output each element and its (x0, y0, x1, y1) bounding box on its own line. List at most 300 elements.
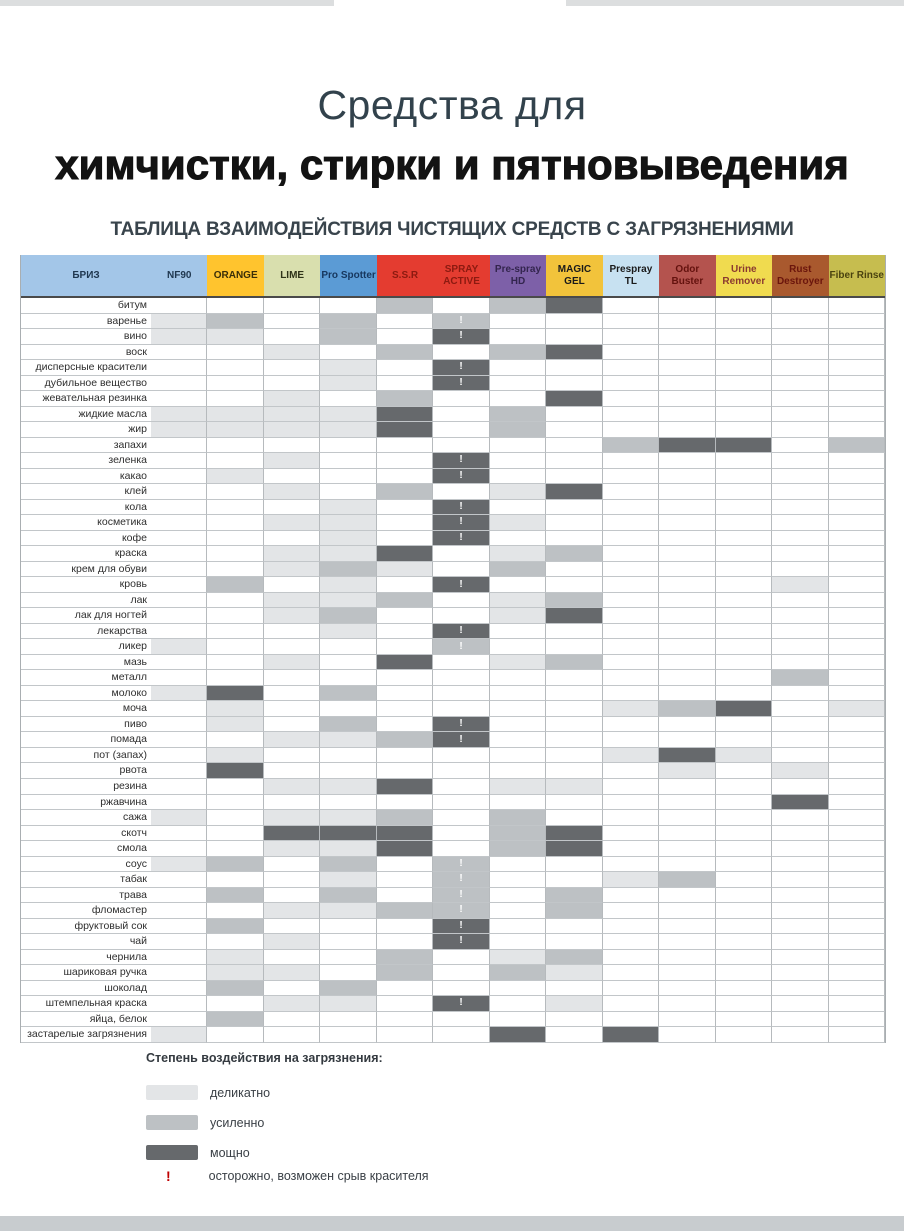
table-cell (716, 841, 772, 857)
table-cell (151, 857, 207, 873)
table-cell (320, 981, 376, 997)
table-cell (264, 345, 320, 361)
table-row (21, 500, 885, 516)
table-cell (377, 360, 433, 376)
table-cell (546, 577, 602, 593)
table-cell (377, 903, 433, 919)
table-cell (716, 810, 772, 826)
table-cell (433, 934, 489, 950)
table-cell (207, 748, 263, 764)
column-header-prespray-tl: Prespray TL (603, 255, 659, 296)
table-cell (490, 453, 546, 469)
table-cell (433, 717, 489, 733)
table-cell (603, 391, 659, 407)
table-row (21, 950, 885, 966)
table-cell (546, 996, 602, 1012)
warning-exclamation-icon: ! (166, 1168, 171, 1184)
table-cell (546, 515, 602, 531)
table-cell (772, 981, 828, 997)
table-cell (716, 577, 772, 593)
table-row (21, 1012, 885, 1028)
warning-mark: ! (459, 718, 463, 730)
table-cell (264, 686, 320, 702)
warning-mark: ! (459, 733, 463, 745)
table-cell (433, 996, 489, 1012)
row-label: битум (21, 298, 151, 314)
table-cell (603, 624, 659, 640)
table-cell (659, 407, 715, 423)
table-body (21, 298, 885, 1043)
row-label: фруктовый сок (21, 919, 151, 935)
table-cell (264, 453, 320, 469)
table-cell (716, 298, 772, 314)
table-cell (377, 686, 433, 702)
table-cell (151, 795, 207, 811)
table-cell (659, 919, 715, 935)
table-cell (207, 655, 263, 671)
table-cell (264, 577, 320, 593)
table-row (21, 484, 885, 500)
warning-mark: ! (459, 314, 463, 326)
table-cell (603, 795, 659, 811)
table-cell (377, 407, 433, 423)
table-cell (659, 826, 715, 842)
table-cell (546, 841, 602, 857)
table-cell (829, 639, 885, 655)
table-cell (490, 515, 546, 531)
table-cell (546, 1012, 602, 1028)
table-cell (772, 763, 828, 779)
table-cell (433, 391, 489, 407)
table-cell (546, 376, 602, 392)
table-cell (603, 779, 659, 795)
page-title-line1: Средства для (317, 82, 587, 128)
table-cell (433, 624, 489, 640)
table-cell (320, 314, 376, 330)
table-cell (829, 438, 885, 454)
table-cell (433, 965, 489, 981)
table-cell (716, 562, 772, 578)
table-cell (659, 531, 715, 547)
row-label: трава (21, 888, 151, 904)
table-cell (659, 453, 715, 469)
table-cell (151, 577, 207, 593)
row-label: рвота (21, 763, 151, 779)
table-cell (546, 763, 602, 779)
table-cell (490, 608, 546, 624)
table-cell (490, 857, 546, 873)
table-cell (433, 826, 489, 842)
table-cell (264, 562, 320, 578)
table-cell (207, 639, 263, 655)
table-cell (546, 919, 602, 935)
table-cell (377, 763, 433, 779)
table-cell (377, 670, 433, 686)
table-cell (659, 500, 715, 516)
column-header-rust-destroyer: Rust Destroyer (772, 255, 828, 296)
table-cell (490, 732, 546, 748)
table-cell (377, 422, 433, 438)
table-cell (433, 438, 489, 454)
table-cell (546, 345, 602, 361)
table-cell (264, 407, 320, 423)
row-label: яйца, белок (21, 1012, 151, 1028)
table-cell (490, 841, 546, 857)
table-cell (207, 981, 263, 997)
table-cell (207, 826, 263, 842)
table-cell (264, 981, 320, 997)
table-cell (829, 701, 885, 717)
table-cell (546, 407, 602, 423)
table-cell (490, 531, 546, 547)
table-cell (207, 934, 263, 950)
table-cell (716, 701, 772, 717)
legend-item (146, 1085, 270, 1100)
table-cell (207, 531, 263, 547)
warning-mark: ! (459, 997, 463, 1009)
table-cell (829, 562, 885, 578)
table-cell (603, 515, 659, 531)
row-label: пот (запах) (21, 748, 151, 764)
table-cell (264, 810, 320, 826)
table-cell (546, 965, 602, 981)
table-cell (433, 919, 489, 935)
table-cell (320, 484, 376, 500)
table-cell (151, 872, 207, 888)
table-cell (151, 500, 207, 516)
table-cell (772, 531, 828, 547)
row-label: дисперсные красители (21, 360, 151, 376)
table-cell (151, 1012, 207, 1028)
table-cell (264, 329, 320, 345)
table-cell (207, 965, 263, 981)
table-cell (659, 1012, 715, 1028)
table-cell (603, 314, 659, 330)
table-cell (433, 376, 489, 392)
table-cell (433, 469, 489, 485)
table-cell (433, 981, 489, 997)
table-cell (603, 1012, 659, 1028)
column-header-pre-spray-hd: Pre-spray HD (490, 255, 546, 296)
table-cell (603, 717, 659, 733)
legend-item-label: мощно (210, 1145, 250, 1160)
table-cell (433, 515, 489, 531)
table-cell (207, 391, 263, 407)
table-cell (772, 795, 828, 811)
table-cell (490, 996, 546, 1012)
table-cell (829, 857, 885, 873)
legend-warning-label: осторожно, возможен срыв красителя (208, 1169, 429, 1183)
table-cell (829, 934, 885, 950)
table-cell (207, 841, 263, 857)
table-row (21, 888, 885, 904)
table-cell (829, 298, 885, 314)
table-row (21, 934, 885, 950)
table-cell (716, 624, 772, 640)
legend-item-label: усиленно (210, 1115, 265, 1130)
legend-warning-row (166, 1168, 429, 1184)
table-cell (829, 1012, 885, 1028)
table-cell (490, 577, 546, 593)
table-cell (716, 422, 772, 438)
table-cell (603, 422, 659, 438)
table-cell (603, 608, 659, 624)
top-border-left (0, 0, 334, 6)
table-cell (320, 763, 376, 779)
table-cell (264, 996, 320, 1012)
row-label: ржавчина (21, 795, 151, 811)
row-label: моча (21, 701, 151, 717)
legend-swatch-level2 (146, 1115, 198, 1130)
table-cell (603, 531, 659, 547)
column-header-odor-buster: Odor Buster (659, 255, 715, 296)
table-cell (772, 888, 828, 904)
table-cell (433, 810, 489, 826)
table-cell (772, 407, 828, 423)
table-cell (546, 593, 602, 609)
table-cell (716, 515, 772, 531)
table-cell (207, 670, 263, 686)
table-cell (207, 577, 263, 593)
table-cell (603, 888, 659, 904)
table-cell (546, 826, 602, 842)
table-cell (546, 469, 602, 485)
table-cell (377, 732, 433, 748)
table-cell (264, 422, 320, 438)
column-header-urine-remover: Urine Remover (716, 255, 772, 296)
table-row (21, 841, 885, 857)
table-cell (377, 965, 433, 981)
table-cell (716, 950, 772, 966)
table-cell (151, 934, 207, 950)
table-cell (490, 919, 546, 935)
table-cell (546, 888, 602, 904)
table-cell (490, 438, 546, 454)
table-cell (207, 996, 263, 1012)
table-cell (716, 763, 772, 779)
table-cell (151, 826, 207, 842)
table-cell (320, 1027, 376, 1043)
table-cell (829, 888, 885, 904)
table-cell (490, 981, 546, 997)
table-cell (716, 639, 772, 655)
row-label: жир (21, 422, 151, 438)
table-cell (772, 453, 828, 469)
row-label: варенье (21, 314, 151, 330)
table-cell (829, 360, 885, 376)
table-cell (546, 655, 602, 671)
table-cell (603, 360, 659, 376)
table-cell (490, 779, 546, 795)
table-cell (433, 686, 489, 702)
table-cell (772, 298, 828, 314)
legend-item (146, 1115, 264, 1130)
table-row (21, 391, 885, 407)
table-cell (433, 484, 489, 500)
table-cell (264, 1027, 320, 1043)
row-label: шариковая ручка (21, 965, 151, 981)
table-row (21, 903, 885, 919)
table-cell (264, 438, 320, 454)
table-row (21, 593, 885, 609)
table-cell (659, 577, 715, 593)
table-row (21, 345, 885, 361)
table-cell (659, 965, 715, 981)
table-cell (320, 391, 376, 407)
row-label: какао (21, 469, 151, 485)
table-row (21, 531, 885, 547)
table-row (21, 422, 885, 438)
row-label: воск (21, 345, 151, 361)
table-cell (772, 469, 828, 485)
table-cell (377, 639, 433, 655)
table-cell (320, 655, 376, 671)
table-cell (207, 608, 263, 624)
table-cell (264, 655, 320, 671)
table-cell (603, 670, 659, 686)
table-cell (320, 360, 376, 376)
table-cell (546, 314, 602, 330)
table-cell (264, 841, 320, 857)
table-cell (207, 686, 263, 702)
table-cell (320, 779, 376, 795)
table-cell (716, 345, 772, 361)
table-cell (264, 624, 320, 640)
table-cell (829, 795, 885, 811)
column-header-pro-spotter: Pro Spotter (320, 255, 376, 296)
table-row (21, 763, 885, 779)
row-label: дубильное вещество (21, 376, 151, 392)
table-cell (772, 732, 828, 748)
table-cell (433, 531, 489, 547)
table-cell (829, 314, 885, 330)
table-cell (772, 329, 828, 345)
table-cell (772, 717, 828, 733)
table-cell (490, 639, 546, 655)
table-cell (490, 624, 546, 640)
table-cell (772, 593, 828, 609)
row-label: зеленка (21, 453, 151, 469)
table-cell (490, 903, 546, 919)
table-cell (546, 453, 602, 469)
table-cell (603, 919, 659, 935)
table-cell (603, 981, 659, 997)
table-row (21, 965, 885, 981)
table-cell (659, 779, 715, 795)
table-cell (716, 391, 772, 407)
table-cell (151, 453, 207, 469)
table-cell (207, 795, 263, 811)
table-cell (264, 376, 320, 392)
table-cell (772, 903, 828, 919)
table-cell (659, 655, 715, 671)
table-cell (264, 298, 320, 314)
table-cell (151, 748, 207, 764)
table-row (21, 732, 885, 748)
table-cell (546, 950, 602, 966)
table-cell (603, 903, 659, 919)
table-cell (772, 314, 828, 330)
table-cell (772, 546, 828, 562)
table-cell (490, 701, 546, 717)
table-cell (490, 826, 546, 842)
table-cell (490, 965, 546, 981)
table-cell (264, 515, 320, 531)
table-cell (151, 624, 207, 640)
table-cell (151, 888, 207, 904)
row-label: табак (21, 872, 151, 888)
table-cell (829, 391, 885, 407)
table-cell (772, 810, 828, 826)
table-cell (320, 298, 376, 314)
table-cell (659, 345, 715, 361)
table-cell (490, 562, 546, 578)
brand-header: БРИЗ (21, 255, 151, 296)
column-header-fiber-rinse: Fiber Rinse (829, 255, 885, 296)
table-cell (490, 329, 546, 345)
table-cell (320, 996, 376, 1012)
table-cell (829, 593, 885, 609)
table-cell (320, 438, 376, 454)
table-cell (603, 438, 659, 454)
table-cell (433, 1012, 489, 1028)
table-cell (772, 484, 828, 500)
row-label: ликер (21, 639, 151, 655)
table-cell (829, 329, 885, 345)
table-cell (829, 515, 885, 531)
table-row (21, 996, 885, 1012)
table-cell (772, 950, 828, 966)
table-row (21, 577, 885, 593)
table-cell (659, 1027, 715, 1043)
table-cell (433, 701, 489, 717)
table-cell (207, 872, 263, 888)
table-cell (829, 717, 885, 733)
table-cell (207, 779, 263, 795)
table-cell (659, 639, 715, 655)
table-cell (264, 763, 320, 779)
table-cell (207, 329, 263, 345)
table-cell (546, 608, 602, 624)
table-cell (320, 701, 376, 717)
warning-mark: ! (459, 919, 463, 931)
table-cell (433, 608, 489, 624)
table-cell (320, 965, 376, 981)
warning-mark: ! (459, 376, 463, 388)
table-cell (433, 748, 489, 764)
table-cell (829, 453, 885, 469)
table-cell (829, 763, 885, 779)
table-cell (377, 593, 433, 609)
table-cell (603, 469, 659, 485)
table-cell (377, 841, 433, 857)
table-cell (659, 717, 715, 733)
table-cell (603, 593, 659, 609)
table-cell (829, 500, 885, 516)
table-cell (377, 314, 433, 330)
table-cell (207, 919, 263, 935)
column-header-magic-gel: MAGIC GEL (546, 255, 602, 296)
table-cell (320, 624, 376, 640)
table-cell (603, 345, 659, 361)
table-row (21, 608, 885, 624)
table-cell (264, 919, 320, 935)
table-cell (377, 1027, 433, 1043)
table-cell (546, 546, 602, 562)
row-label: шоколад (21, 981, 151, 997)
table-cell (716, 376, 772, 392)
table-cell (320, 1012, 376, 1028)
